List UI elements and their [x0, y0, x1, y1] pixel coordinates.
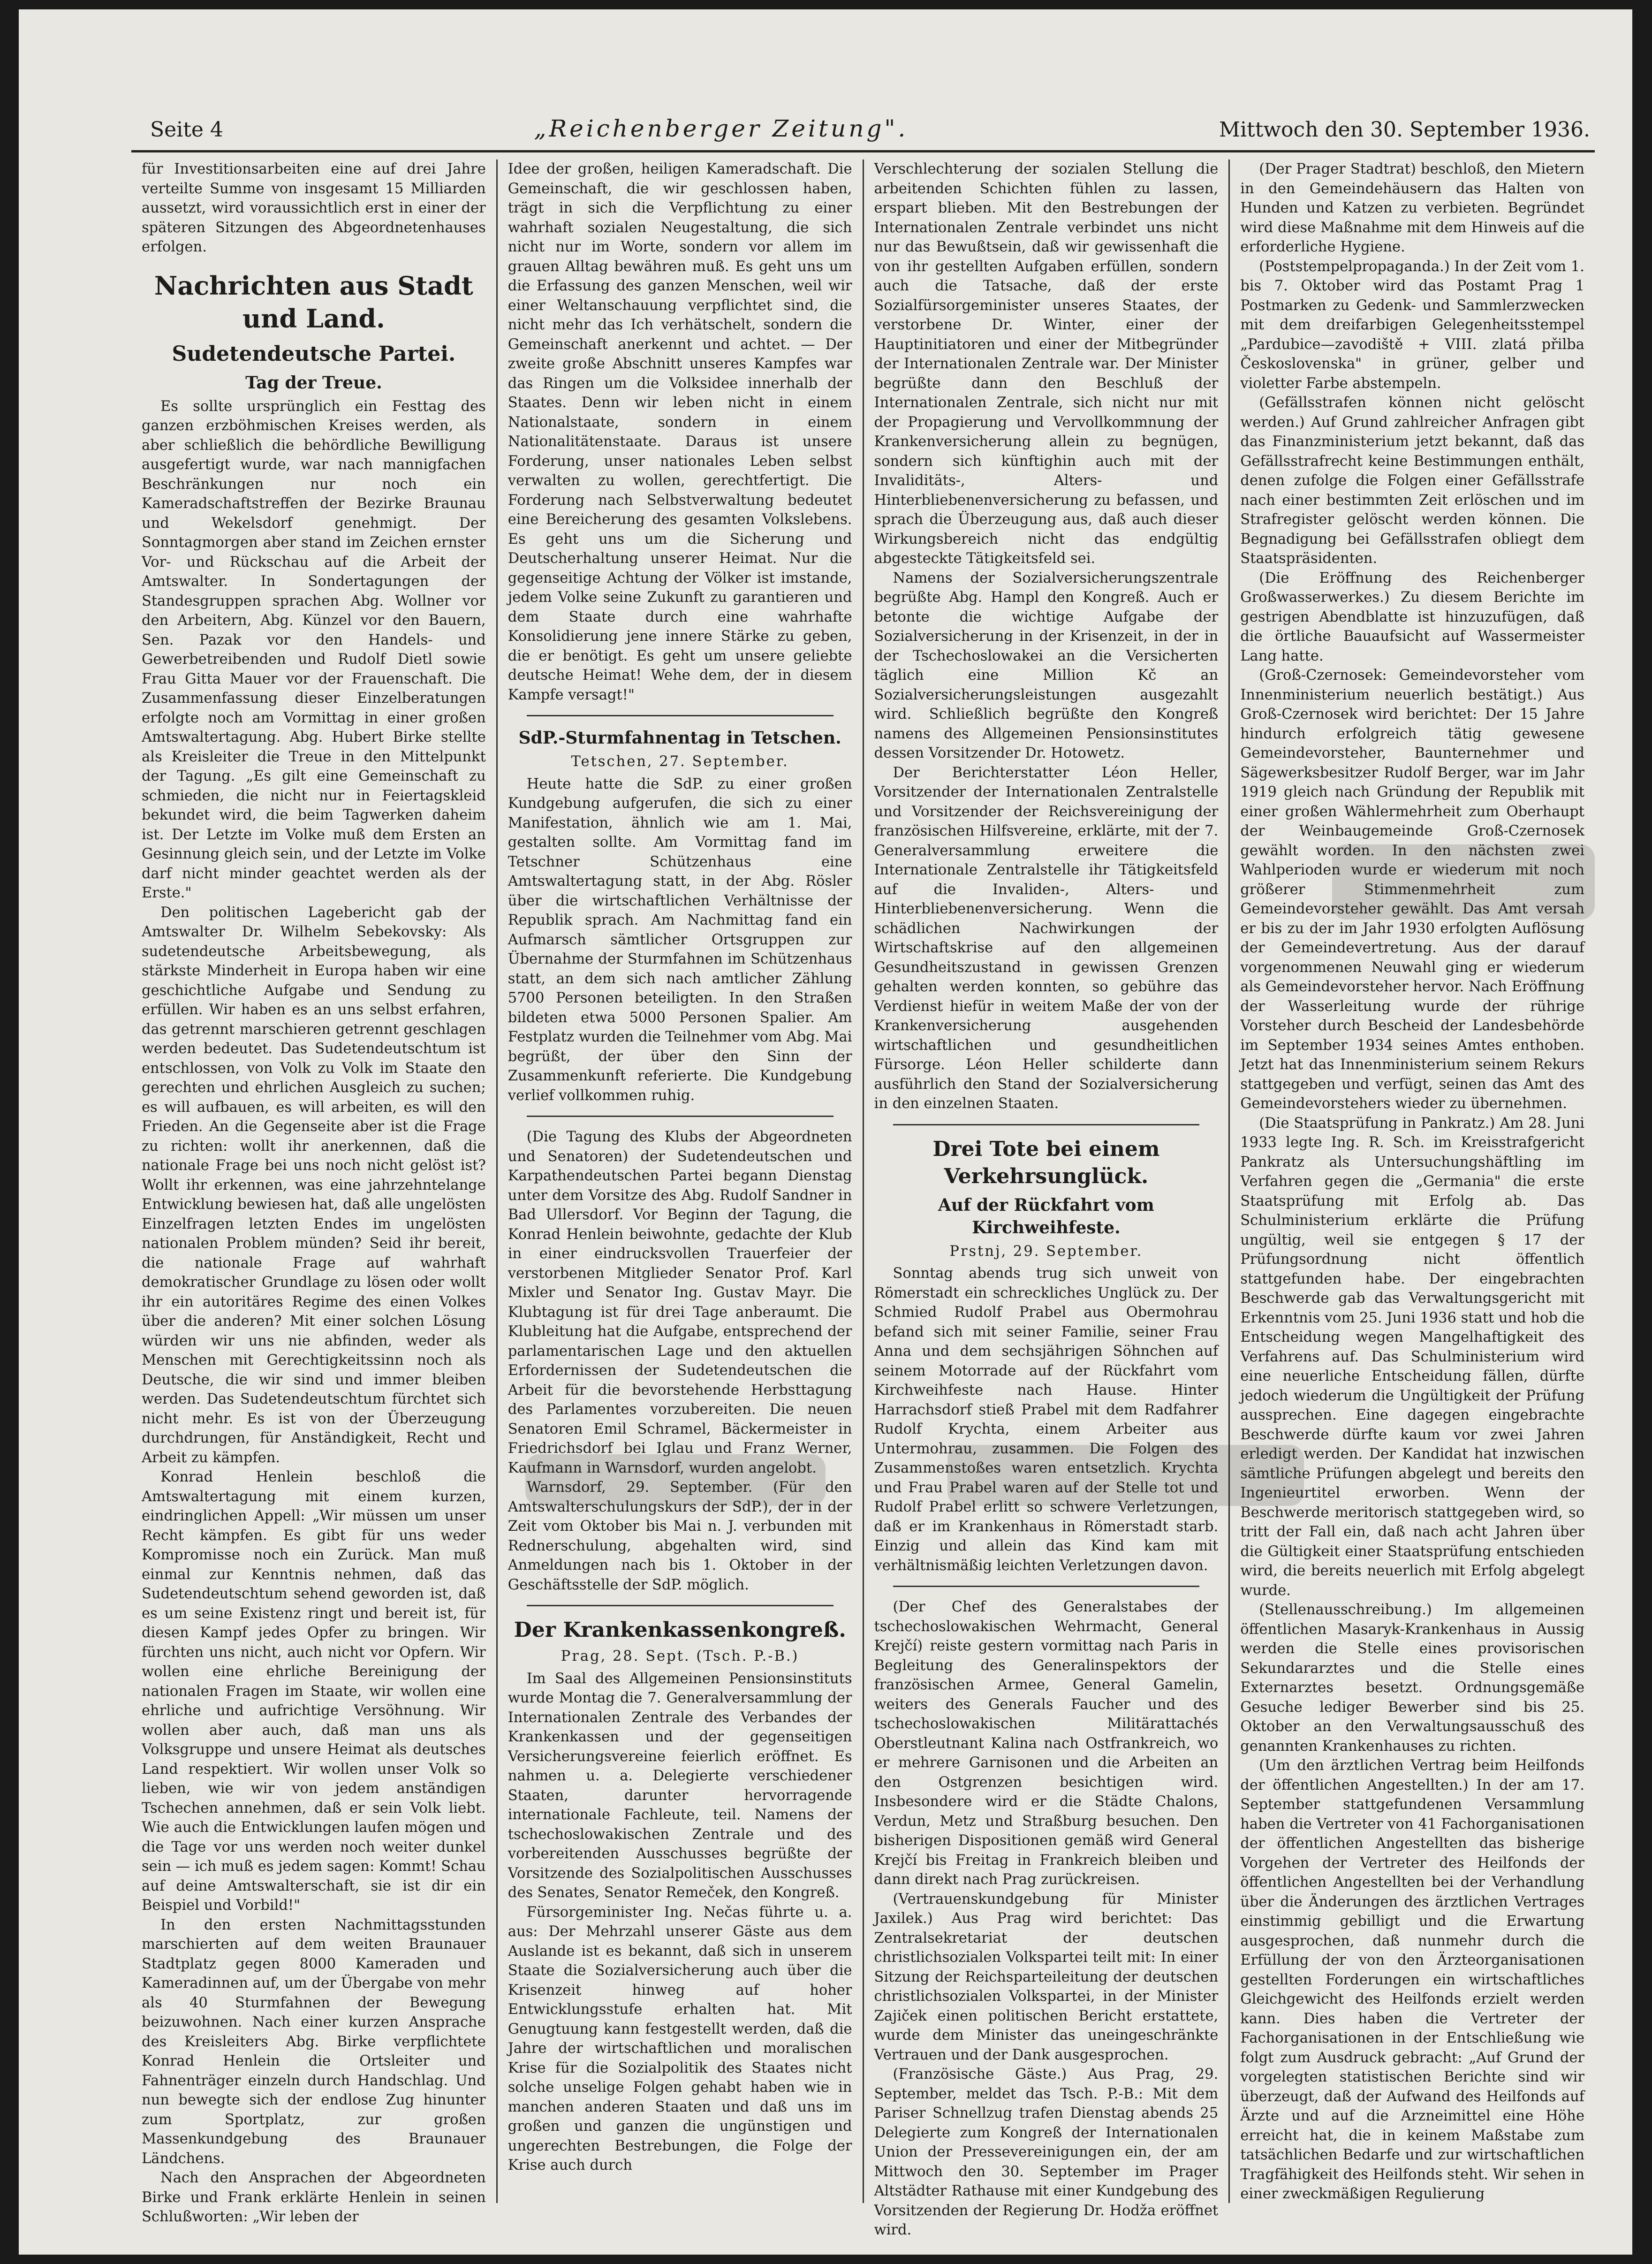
section-title: Nachrichten aus Stadt und Land. [154, 270, 473, 334]
newspaper-title: „Reichenberger Zeitung". [534, 115, 909, 142]
article-divider [527, 715, 834, 716]
article-divider [893, 1124, 1200, 1125]
column-1 [131, 160, 498, 2225]
article-heading: Der Krankenkassenkongreß. [514, 1618, 846, 1642]
article-subheading: Tag der Treue. [245, 372, 382, 393]
ink-smudge [947, 1445, 1304, 1506]
ink-smudge [1332, 844, 1595, 919]
article-heading: Drei Tote bei einem Verkehrsunglück. [932, 1137, 1160, 1188]
paragraph: (Der Prager Stadtrat) beschloß, den Mietern in den Gemeindehäusern das Halten von Hunden und Katzen zu verbieten. Begründet wird diese Maßnahme mit dem Hinweis auf die erforderliche Hygiene. [1240, 161, 1584, 255]
paragraph: Der Berichterstatter Léon Heller, Vorsitzender der Internationalen Zentralstelle und Vorsitzender der Reichsvereinigung der französischen Hilfsvereine, erklärte, mit der 7. Generalversammlung erweitere die Internationale Zentralstelle ihr Tätigkeitsfeld auf die Invaliden-, Alters- und Hinterbliebenenversicherung. Wenn die schädlichen Nachwirkungen der Wirtschaftskrise auf den allgemeinen Gesundheitszustand in gewissen Grenzen gehalten werden konnten, so gebühre das Verdienst hiefür in weitem Maße der von der Krankenversicherung ausgehenden wirtschaftlichen und gesundheitlichen Fürsorge. Léon Heller schilderte dann ausführlich den Stand der Sozialversicherung in den einzelnen Staaten. [874, 764, 1219, 1112]
paragraph: Namens der Sozialversicherungszentrale begrüßte Abg. Hampl den Kongreß. Auch er betonte die wichtige Aufgabe der Sozialversicherung in der Krisenzeit, in der in der Tschechoslowakei an die Versicherten täglich eine Million Kč an Sozialversicherungsleistungen ausgezahlt wird. Schließlich begrüßte den Kongreß namens des Allgemeinen Pensionsinstitutes dessen Vorsitzender Dr. Hotowetz. [874, 570, 1219, 761]
dateline: Prag, 28. Sept. (Tsch. P.-B.) [561, 1648, 799, 1664]
paragraph: Im Saal des Allgemeinen Pensionsinstituts wurde Montag die 7. Generalversammlung der Internationalen Zentrale des Verbandes der Krankenkassen und der gegenseitigen Versicherungsvereine feierlich eröffnet. Es nahmen u. a. Delegierte verschiedener Staaten, darunter hervorragende internationale Fachleute, teil. Namens der tschechoslowakischen Zentrale und des vorbereitenden Ausschusses begrüßte der Vorsitzende des Sozialpolitischen Ausschusses des Senates, Senator Remeček, den Kongreß. [508, 1670, 852, 1901]
paragraph: (Französische Gäste.) Aus Prag, 29. September, meldet das Tsch. P.-B.: Mit dem Pariser Schnellzug trafen Dienstag abends 25 Delegierte zum Kongreß der Internationalen Union der Pressevereinigungen ein, der am Mittwoch den 30. September im Prager Altstädter Rathause mit einer Kundgebung des Vorsitzenden der Regierung Dr. Hodža eröffnet wird. [874, 2066, 1219, 2238]
issue-date: Mittwoch den 30. September 1936. [1219, 118, 1590, 142]
investment-article-end: für Investitionsarbeiten eine auf drei Jahre verteilte Summe von insgesamt 15 Milliarden aussetzt, wird voraussichtlich erst in einer der späteren Sitzungen des Abgeordnetenhauses erfolgen. [142, 161, 486, 255]
paragraph: Verschlechterung der sozialen Stellung die arbeitenden Schichten fühlen zu lassen, erspart blieben. Mit den Bestrebungen der Internationalen Zentrale verbindet uns nicht nur das Bewußtsein, daß wir gewissenhaft die von ihr gestellten Aufgaben erfüllen, sondern auch die Tatsache, daß der erste Sozialfürsorgeminister unseres Staates, der verstorbene Dr. Winter, einer der Hauptinitiatoren und einer der Mitbegründer der Internationalen Zentrale war. Der Minister begrüßte dann den Beschluß der Internationalen Zentrale, sich nicht nur mit der Propagierung und Vervollkommnung der Krankenversicherung allein zu begnügen, sondern sich künftighin auch mit der Invaliditäts-, Alters- und Hinterbliebenenversicherung zu befassen, und sprach die Überzeugung aus, daß auch dieser Wirkungsbereich nicht das endgültig abgesteckte Tätigkeitsfeld sei. [874, 161, 1219, 567]
paragraph: In den ersten Nachmittagsstunden marschierten auf dem weiten Braunauer Stadtplatz gegen 8000 Kameraden und Kameradinnen auf, um der Übergabe von mehr als 40 Sturmfahnen der Bewegung beizuwohnen. Nach einer kurzen Ansprache des Kreisleiters Abg. Birke verpflichtete Konrad Henlein die Ortsleiter und Fahnenträger einzeln durch Handschlag. Und nun bewegte sich der endlose Zug hinunter zum Sportplatz, zur großen Massenkundgebung des Braunauer Ländchens. [142, 1916, 486, 2167]
column-4 [1230, 160, 1595, 2203]
dateline: Prstnj, 29. September. [949, 1243, 1143, 1260]
article-divider [527, 1605, 834, 1606]
paragraph: (Poststempelpropaganda.) In der Zeit vom 1. bis 7. Oktober wird das Postamt Prag 1 Postmarken zu Gedenk- und Sammlerzwecken mit dem dreifarbigen Gelegenheitsstempel „Pardubice—zavodiště + VIII. zlatá přilba Československa" in grüner, gelber und violetter Farbe abstempeln. [1240, 258, 1584, 392]
paragraph: (Stellenausschreibung.) Im allgemeinen öffentlichen Masaryk-Krankenhaus in Aussig werden die Stelle eines provisorischen Sekundararztes und die Stelle eines Externarztes besetzt. Ordnungsgemäße Gesuche lediger Bewerber sind bis 25. Oktober an den Verwaltungsausschuß des genannten Krankenhauses zu richten. [1240, 1602, 1584, 1755]
paragraph: Sonntag abends trug sich unweit von Römerstadt ein schreckliches Unglück zu. Der Schmied Rudolf Prabel aus Obermohrau befand sich mit seiner Familie, seiner Frau Anna und dem sechsjährigen Söhnchen auf seinem Motorrade auf der Rückfahrt vom Kirchweihfeste nach Hause. Hinter Harrachsdorf stieß Prabel mit dem Radfahrer Rudolf Krychta, einem Arbeiter aus Untermohrau, zusammen. Die Folgen des Zusammenstoßes waren entsetzlich. Krychta und Frau Prabel waren auf der Stelle tot und Rudolf Prabel erlitt so schwere Verletzungen, daß er im Krankenhaus in Römerstadt starb. Einzig und allein das Kind kam mit verhältnismäßig leichten Verletzungen davon. [874, 1265, 1219, 1574]
paragraph: (Der Chef des Generalstabes der tschechoslowakischen Wehrmacht, General Krejčí) reiste gestern vormittag nach Paris in Begleitung des Generalinspektors der französischen Armee, General Gamelin, weiters des Generals Faucher und des tschechoslowakischen Militärattachés Oberstleutnant Kalina nach Ostfrankreich, wo er mehrere Garnisonen und die Arbeiten an den Ostgrenzen besichtigen wird. Insbesondere wird er die Städte Chalons, Verdun, Metz und Straßburg besuchen. Den bisherigen Dispositionen gemäß wird General Krejčí bis Freitag in Frankreich bleiben und dann direkt nach Prag zurückreisen. [874, 1599, 1219, 1888]
paragraph: Warnsdorf, 29. September. (Für den Amtswalterschulungskurs der SdP.), der in der Zeit vom Oktober bis Mai n. J. verbunden mit Rednerschulung, abgehalten wird, sind Anmeldungen nach bis 1. Oktober in der Geschäftsstelle der SdP. möglich. [508, 1479, 852, 1593]
page-number: Seite 4 [150, 118, 223, 142]
article-subheading: Auf der Rückfahrt vom Kirchweihfeste. [938, 1195, 1154, 1238]
paragraph: (Die Eröffnung des Reichenberger Großwasserwerkes.) Zu diesem Berichte im gestrigen Abendblatte ist hinzuzufügen, daß die örtliche Bauaufsicht auf Wassermeister Lang hatte. [1240, 570, 1584, 664]
paragraph: (Gefällsstrafen können nicht gelöscht werden.) Auf Grund zahlreicher Anfragen gibt das Finanzministerium jetzt bekannt, daß das Gefällsstrafrecht keine Bestimmungen enthält, denen zufolge die Folgen einer Gefällsstrafe nach einer bestimmten Zeit erlöschen und im Strafregister gelöscht werden können. Die Begnadigung bei Gefällsstrafen obliegt dem Staatspräsidenten. [1240, 395, 1584, 567]
ink-smudge [525, 1454, 826, 1506]
paragraph: Heute hatte die SdP. zu einer großen Kundgebung aufgerufen, die sich zu einer Manifestation, ähnlich wie am 1. Mai, gestalten sollte. Am Vormittag fand im Tetschner Schützenhaus eine Amtswaltertagung statt, in der Abg. Rösler über die wirtschaftlichen Verhältnisse der Republik sprach. Am Nachmittag fand ein Aufmarsch sämtlicher Ortsgruppen zur Übernahme der Sturmfahnen im Schützenhaus statt, an dem sich nach amtlicher Zählung 5700 Personen beteiligten. In den Straßen bildeten etwa 5000 Personen Spalier. Am Festplatz wurden die Teilnehmer vom Abg. Mai begrüßt, der über den Sinn der Zusammenkunft referierte. Die Kundgebung verlief vollkommen ruhig. [508, 775, 852, 1104]
paragraph: Konrad Henlein beschloß die Amtswaltertagung mit einem kurzen, eindringlichen Appell: „Wir müssen um unser Recht kämpfen. Es gibt für uns weder Kompromisse noch ein Zurück. Man muß einmal zur Kenntnis nehmen, daß das Sudetendeutschtum sehend geworden ist, daß es um seine Existenz ringt und bereit ist, für diesen Kampf jedes Opfer zu bringen. Wir fürchten uns nicht, auch nicht vor Opfern. Wir wollen eine ehrliche Bereinigung der nationalen Fragen im Staate, wir wollen eine ehrliche und aufrichtige Versöhnung. Wir wollen aber auch, daß man uns als Volksgruppe und unsere Heimat als deutsches Land respektiert. Wir wollen unser Volk so lieben, wie wir von jedem anständigen Tschechen annehmen, daß er sein Volk liebt. Wie auch die Entwicklungen laufen mögen und die Tage vor uns werden noch weiter dunkel sein — ich muß es jedem sagen: Kommt! Schau auf deine Amtswalterschaft, sie ist dir ein Beispiel und Vorbild!" [142, 1469, 486, 1914]
column-3 [864, 160, 1230, 2238]
article-columns [131, 160, 1595, 2238]
column-2 [498, 160, 864, 2203]
newspaper-page [19, 9, 1632, 2255]
paragraph: (Die Staatsprüfung in Pankratz.) Am 28. Juni 1933 legte Ing. R. Sch. im Kreisstrafgericht Pankratz als Untersuchungshäftling im Verfahren gegen die „Germania" die erste Staatsprüfung mit Erfolg ab. Das Schulministerium erklärte die Prüfung ungültig, weil sie entgegen § 17 der Prüfungsordnung nicht öffentlich stattgefunden habe. Der eingebrachten Beschwerde gab das Verwaltungsgericht mit Erkenntnis vom 25. Juni 1936 statt und hob die Entscheidung wegen Mangelhaftigkeit des Verfahrens auf. Das Schulministerium wird eine neuerliche Entscheidung fällen, dürfte jedoch wiederum die Ungültigkeit der Prüfung aussprechen. Eine dagegen eingebrachte Beschwerde dürfte kaum vor zwei Jahren erledigt werden. Der Kandidat hat inzwischen sämtliche Prüfungen abgelegt und bereits den Ingenieurtitel erworben. Wenn der Beschwerde meritorisch stattgegeben wird, so tritt der Fall ein, daß nach acht Jahren über die Gültigkeit einer Staatsprüfung entschieden wird, die bereits neuerlich mit Erfolg abgelegt wurde. [1240, 1115, 1584, 1599]
party-heading: Sudetendeutsche Partei. [172, 342, 456, 366]
paragraph: Es sollte ursprünglich ein Festtag des ganzen erzböhmischen Kreises werden, als aber schließlich die behördliche Bewilligung ausgefertigt wurde, war nach mannigfachen Beschränkungen nur noch ein Kameradschaftstreffen der Bezirke Braunau und Wekelsdorf genehmigt. Der Sonntagmorgen aber stand im Zeichen ernster Vor- und Rückschau auf die Arbeit der Amtswalter. In Sondertagungen der Standesgruppen sprachen Abg. Wollner vor den Arbeitern, Abg. Künzel vor den Bauern, Sen. Pazak vor den Handels- und Gewerbetreibenden und Rudolf Dietl sowie Frau Gitta Mauer vor der Frauenschaft. Die Zusammenfassung dieser Einzelberatungen erfolgte noch am Vormittag in einer großen Amtswaltertagung. Abg. Hubert Birke stellte als Kreisleiter die Treue in den Mittelpunkt der Tagung. „Es gilt eine Gemeinschaft zu schmieden, die nicht nur in Feiertagskleid bekundet wird, die beim Tagwerken daheim ist. Der Letzte im Volke muß dem Ersten an Gesinnung gleich sein, und der Letzte im Volke darf nicht minder geachtet werden als der Erste." [142, 398, 486, 901]
paragraph: Idee der großen, heiligen Kameradschaft. Die Gemeinschaft, die wir geschlossen haben, trägt in sich die Verpflichtung zu einer wahrhaft sozialen Neugestaltung, die sich nicht nur im Worte, sondern vor allem im grauen Alltag bewähren muß. Es geht uns um die Erfassung des ganzen Menschen, weil wir einer Weltanschauung verpflichtet sind, die nicht mehr das Ich verhätschelt, sondern die Gemeinschaft anerkennt und achtet. — Der zweite große Abschnitt unseres Kampfes war das Ringen um die Volksidee innerhalb der Staates. Denn wir leben nicht in einem Nationalstaate, sondern in einem Nationalitätenstaate. Daraus ist unsere Forderung, unser nationales Leben selbst verwalten zu wollen, gerechtfertigt. Die Forderung nach Selbstverwaltung bedeutet eine Bereicherung des gesamten Volkslebens. Es geht uns um die Sicherung und Deutscherhaltung unserer Heimat. Nur die gegenseitige Achtung der Völker ist imstande, jedem Volke seine Zukunft zu garantieren und dem Staate durch eine wahrhafte Konsolidierung jene innere Stärke zu geben, die er benötigt. Es geht um unsere geliebte deutsche Heimat! Wehe dem, der in diesem Kampfe versagt!" [508, 161, 852, 703]
paragraph: (Um den ärztlichen Vertrag beim Heilfonds der öffentlichen Angestellten.) In der am 17. September stattgefundenen Versammlung haben die Vertreter von 41 Fachorganisationen der öffentlichen Angestellten das bisherige Vorgehen der Vertreter des Heilfonds der öffentlichen Angestellten bei der Verhandlung über die Änderungen des ärztlichen Vertrages einstimmig gebilligt und die Erwartung ausgesprochen, daß nunmehr durch die Erfüllung der von den Ärzteorganisationen gestellten Forderungen ein wirtschaftliches Gleichgewicht des Heilfonds erzielt werden kann. Dies haben die Vertreter der Fachorganisationen in der Entschließung wie folgt zum Ausdruck gebracht: „Auf Grund der vorgelegten statistischen Berichte sind wir überzeugt, daß der Aufwand des Heilfonds auf Ärzte und auf die Arzneimittel eine Höhe erreicht hat, die in keinem Maßstabe zum tatsächlichen Bedarfe und zur wirtschaftlichen Tragfähigkeit des Heilfonds steht. Wir sehen in einer zweckmäßigen Regulierung [1240, 1757, 1584, 2202]
paragraph: (Die Tagung des Klubs der Abgeordneten und Senatoren) der Sudetendeutschen und Karpathendeutschen Partei begann Dienstag unter dem Vorsitze des Abg. Rudolf Sandner in Bad Ullersdorf. Vor Beginn der Tagung, die Konrad Henlein beiwohnte, gedachte der Klub in einer eindrucksvollen Trauerfeier der verstorbenen Mitglieder Senator Prof. Karl Mixler und Senator Ing. Gustav Mayr. Die Klubtagung ist für drei Tage anberaumt. Die Klubleitung hat die Aufgabe, entsprechend der parlamentarischen Lage und den aktuellen Erfordernissen der Sudetendeutschen die Arbeit für die bevorstehende Herbsttagung des Parlamentes vorzubereiten. Die neuen Senatoren Emil Schramel, Bäckermeister in Friedrichsdorf bei Iglau und Franz Werner, Kaufmann in Warnsdorf, wurden angelobt. [508, 1129, 852, 1476]
article-divider [893, 1586, 1200, 1587]
article-heading: SdP.-Sturmfahnentag in Tetschen. [518, 728, 841, 748]
paragraph: Nach den Ansprachen der Abgeordneten Birke und Frank erklärte Henlein in seinen Schlußworten: „Wir leben der [142, 2170, 486, 2225]
masthead-rule [131, 150, 1595, 152]
masthead [150, 115, 1590, 148]
paragraph: (Vertrauenskundgebung für Minister Jaxilek.) Aus Prag wird berichtet: Das Zentralsekretariat der deutschen christlichsozialen Volkspartei teilt mit: In einer Sitzung der Reichsparteileitung der deutschen christlichsozialen Volkspartei, in der Minister Zajiček einen politischen Bericht erstattete, wurde dem Minister das uneingeschränkte Vertrauen und der Dank ausgesprochen. [874, 1891, 1219, 2063]
paragraph: Fürsorgeminister Ing. Nečas führte u. a. aus: Der Mehrzahl unserer Gäste aus dem Auslande ist es bekannt, daß sich in unserem Staate die Sozialversicherung auch über die Krisenzeit hinweg auf hoher Entwicklungsstufe erhalten hat. Mit Genugtuung kann festgestellt werden, daß die Jahre der wirtschaftlichen und moralischen Krise für die Sozialpolitik des Staates nicht solche unselige Folgen gehabt haben wie in manchen anderen Staaten und daß uns im großen und ganzen die ungünstigen und ungerechten Bestrebungen, die Folge der Krise auch durch [508, 1904, 852, 2173]
article-divider [527, 1116, 834, 1117]
paragraph: Den politischen Lagebericht gab der Amtswalter Dr. Wilhelm Sebekovsky: Als sudetendeutsche Arbeitsbewegung, als stärkste Minderheit in Europa haben wir eine geschichtliche Aufgabe und Sendung zu erfüllen. Wir haben es an uns selbst erfahren, das getrennt marschieren getrennt geschlagen werden bedeutet. Das Sudetendeutschtum ist entschlossen, von Volk zu Volk im Staate den gerechten und ehrlichen Ausgleich zu suchen; es will aufbauen, es will arbeiten, es will den Frieden. An die Gegenseite aber ist die Frage zu richten: wollt ihr anerkennen, daß die nationale Frage bei uns noch nicht gelöst ist? Wollt ihr erkennen, was eine jahrzehntelange Entwicklung bewiesen hat, daß alle ungelösten Einzelfragen letzten Endes im ungelösten nationalen Problem münden? Seid ihr bereit, die nationale Frage auf wahrhaft demokratischer Grundlage zu lösen oder wollt ihr ein autoritäres Regime des einen Volkes über die anderen? Mit einer solchen Lösung würden wir uns nie abfinden, weder als Menschen mit Gerechtigkeitssinn noch als Deutsche, die wir sind und immer bleiben werden. Das Sudetendeutschtum fürchtet sich nicht mehr. Es ist von der Überzeugung durchdrungen, für Anständigkeit, Recht und Arbeit zu kämpfen. [142, 904, 486, 1466]
paragraph: (Groß-Czernosek: Gemeindevorsteher vom Innenministerium neuerlich bestätigt.) Aus Groß-Czernosek wird berichtet: Der 15 Jahre hindurch erfolgreich tätig gewesene Gemeindevorsteher, Baunternehmer und Sägewerksbesitzer Rudolf Berger, war im Jahr 1919 gleich nach Gründung der Republik mit einer großen Wählermehrheit zum Oberhaupt der Weinbaugemeinde Groß-Czernosek gewählt worden. In den nächsten zwei Wahlperioden wurde er wiederum mit noch größerer Stimmenmehrheit zum Gemeindevorsteher gewählt. Das Amt versah er bis zu der im Jahr 1930 erfolgten Auflösung der Gemeindevertretung. Aus der darauf vorgenommenen Neuwahl ging er wiederum als Gemeindevorsteher hervor. Nach Eröffnung der Wasserleitung wurde der rührige Vorsteher durch Bescheid der Landesbehörde im September 1934 seines Amtes enthoben. Jetzt hat das Innenministerium seinem Rekurs stattgegeben und verfügt, seinen das Amt des Gemeindevorstehers wieder zu übernehmen. [1240, 667, 1584, 1112]
dateline: Tetschen, 27. September. [571, 753, 789, 770]
